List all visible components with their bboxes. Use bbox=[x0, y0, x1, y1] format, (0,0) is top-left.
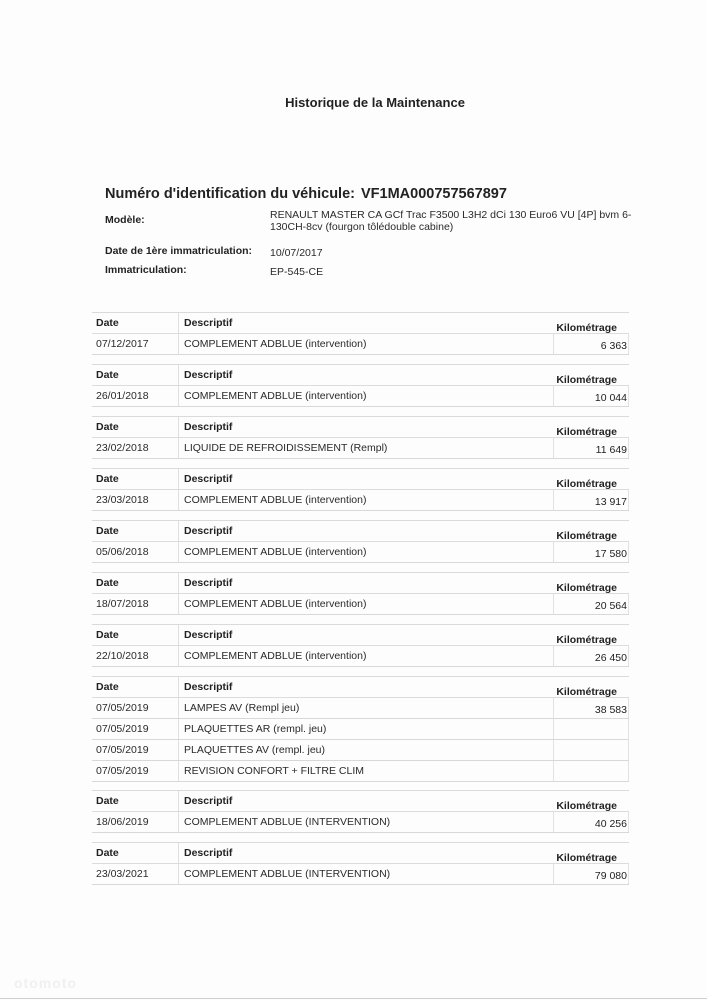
row-descriptif: LIQUIDE DE REFROIDISSEMENT (Rempl) bbox=[184, 442, 388, 454]
row-kilometrage: 20 564 bbox=[594, 600, 627, 612]
page-title: Historique de la Maintenance bbox=[285, 95, 465, 110]
header-date: Date bbox=[96, 629, 119, 641]
row-kilometrage: 26 450 bbox=[594, 652, 627, 664]
row-descriptif: COMPLEMENT ADBLUE (intervention) bbox=[184, 598, 367, 610]
header-date: Date bbox=[96, 681, 119, 693]
entry-header bbox=[92, 520, 629, 542]
entry-header bbox=[92, 790, 629, 812]
maintenance-entry bbox=[92, 842, 629, 885]
row-descriptif: COMPLEMENT ADBLUE (intervention) bbox=[184, 650, 367, 662]
column-separator bbox=[178, 740, 179, 760]
row-date: 07/05/2019 bbox=[96, 744, 149, 756]
row-descriptif: LAMPES AV (Rempl jeu) bbox=[184, 702, 300, 714]
header-descriptif: Descriptif bbox=[184, 473, 233, 485]
row-date: 18/07/2018 bbox=[96, 598, 149, 610]
column-separator bbox=[178, 812, 179, 832]
header-descriptif: Descriptif bbox=[184, 577, 233, 589]
row-date: 07/05/2019 bbox=[96, 702, 149, 714]
row-date: 22/10/2018 bbox=[96, 650, 149, 662]
row-descriptif: PLAQUETTES AR (rempl. jeu) bbox=[184, 723, 327, 735]
row-date: 23/02/2018 bbox=[96, 442, 149, 454]
row-kilometrage: 11 649 bbox=[595, 444, 627, 456]
watermark-logo: otomoto bbox=[14, 975, 77, 991]
table-row bbox=[92, 740, 629, 761]
header-kilometrage: Kilométrage bbox=[556, 322, 617, 334]
table-row bbox=[92, 761, 629, 782]
header-date: Date bbox=[96, 525, 119, 537]
header-kilometrage: Kilométrage bbox=[556, 478, 617, 490]
header-descriptif: Descriptif bbox=[184, 525, 233, 537]
column-separator bbox=[178, 719, 179, 739]
header-date: Date bbox=[96, 795, 119, 807]
row-descriptif: REVISION CONFORT + FILTRE CLIM bbox=[184, 765, 364, 777]
first-registration-label: Date de 1ère immatriculation: bbox=[105, 245, 253, 257]
maintenance-entry bbox=[92, 790, 629, 833]
header-date: Date bbox=[96, 317, 119, 329]
column-separator bbox=[178, 761, 179, 781]
header-descriptif: Descriptif bbox=[184, 847, 233, 859]
column-separator bbox=[178, 843, 179, 863]
column-separator bbox=[178, 386, 179, 406]
column-separator bbox=[178, 417, 179, 437]
column-separator bbox=[178, 791, 179, 811]
table-row bbox=[92, 594, 629, 615]
maintenance-entry bbox=[92, 468, 629, 511]
column-separator bbox=[178, 573, 179, 593]
model-label: Modèle: bbox=[105, 214, 145, 226]
entry-header bbox=[92, 468, 629, 490]
header-descriptif: Descriptif bbox=[184, 681, 233, 693]
row-date: 18/06/2019 bbox=[96, 816, 149, 828]
header-kilometrage: Kilométrage bbox=[556, 582, 617, 594]
table-row bbox=[92, 864, 629, 885]
column-separator bbox=[178, 521, 179, 541]
table-row bbox=[92, 542, 629, 563]
header-date: Date bbox=[96, 421, 119, 433]
row-descriptif: COMPLEMENT ADBLUE (intervention) bbox=[184, 338, 367, 350]
column-separator bbox=[178, 646, 179, 666]
row-kilometrage: 40 256 bbox=[594, 818, 627, 830]
header-date: Date bbox=[96, 473, 119, 485]
header-date: Date bbox=[96, 577, 119, 589]
row-descriptif: COMPLEMENT ADBLUE (intervention) bbox=[184, 494, 367, 506]
maintenance-entry bbox=[92, 676, 629, 782]
header-descriptif: Descriptif bbox=[184, 317, 233, 329]
table-row bbox=[92, 698, 629, 719]
first-registration-value: 10/07/2017 bbox=[270, 247, 323, 259]
row-date: 23/03/2018 bbox=[96, 494, 149, 506]
header-kilometrage: Kilométrage bbox=[556, 530, 617, 542]
column-separator bbox=[178, 469, 179, 489]
column-separator bbox=[178, 365, 179, 385]
maintenance-entry bbox=[92, 520, 629, 563]
row-kilometrage: 6 363 bbox=[600, 340, 627, 352]
row-date: 07/05/2019 bbox=[96, 765, 149, 777]
row-kilometrage: 13 917 bbox=[594, 496, 627, 508]
vin-heading bbox=[105, 186, 507, 202]
vin-value: VF1MA000757567897 bbox=[360, 186, 507, 202]
entry-header bbox=[92, 572, 629, 594]
header-descriptif: Descriptif bbox=[184, 421, 233, 433]
entry-header bbox=[92, 676, 629, 698]
row-kilometrage: 79 080 bbox=[594, 870, 627, 882]
column-separator bbox=[178, 625, 179, 645]
table-row bbox=[92, 438, 629, 459]
column-separator bbox=[178, 313, 179, 333]
vin-label: Numéro d'identification du véhicule: bbox=[105, 186, 355, 202]
column-separator bbox=[178, 334, 179, 354]
column-separator bbox=[178, 438, 179, 458]
model-value: RENAULT MASTER CA GCf Trac F3500 L3H2 dCi 130 Euro6 VU [4P] bvm 6-130CH-8cv (fourgon tôlédouble cabine) bbox=[270, 209, 632, 233]
row-kilometrage: 17 580 bbox=[594, 548, 627, 560]
table-row bbox=[92, 719, 629, 740]
entry-header bbox=[92, 624, 629, 646]
entry-header bbox=[92, 842, 629, 864]
maintenance-entry bbox=[92, 312, 629, 355]
column-separator bbox=[178, 490, 179, 510]
header-date: Date bbox=[96, 847, 119, 859]
header-descriptif: Descriptif bbox=[184, 795, 233, 807]
column-separator bbox=[178, 864, 179, 884]
maintenance-entry bbox=[92, 624, 629, 667]
registration-label: Immatriculation: bbox=[105, 264, 187, 276]
column-separator bbox=[178, 594, 179, 614]
column-separator bbox=[178, 542, 179, 562]
km-cell bbox=[553, 719, 629, 739]
entry-header bbox=[92, 312, 629, 334]
header-kilometrage: Kilométrage bbox=[556, 634, 617, 646]
maintenance-entry bbox=[92, 572, 629, 615]
entry-header bbox=[92, 364, 629, 386]
registration-value: EP-545-CE bbox=[270, 266, 324, 278]
row-date: 23/03/2021 bbox=[96, 868, 149, 880]
table-row bbox=[92, 334, 629, 355]
header-kilometrage: Kilométrage bbox=[556, 686, 617, 698]
header-kilometrage: Kilométrage bbox=[556, 426, 617, 438]
row-date: 05/06/2018 bbox=[96, 546, 149, 558]
header-descriptif: Descriptif bbox=[184, 629, 233, 641]
header-kilometrage: Kilométrage bbox=[556, 374, 617, 386]
row-descriptif: COMPLEMENT ADBLUE (intervention) bbox=[184, 390, 367, 402]
header-descriptif: Descriptif bbox=[184, 369, 233, 381]
row-descriptif: COMPLEMENT ADBLUE (intervention) bbox=[184, 546, 367, 558]
table-row bbox=[92, 646, 629, 667]
km-cell bbox=[553, 761, 629, 781]
row-date: 07/05/2019 bbox=[96, 723, 149, 735]
km-cell bbox=[553, 740, 629, 760]
entry-header bbox=[92, 416, 629, 438]
maintenance-entry bbox=[92, 364, 629, 407]
column-separator bbox=[178, 677, 179, 697]
row-date: 07/12/2017 bbox=[96, 338, 149, 350]
row-date: 26/01/2018 bbox=[96, 390, 149, 402]
header-date: Date bbox=[96, 369, 119, 381]
row-kilometrage: 38 583 bbox=[594, 704, 627, 716]
page-bottom-edge bbox=[0, 998, 707, 999]
row-descriptif: PLAQUETTES AV (rempl. jeu) bbox=[184, 744, 326, 756]
row-kilometrage: 10 044 bbox=[594, 392, 627, 404]
table-row bbox=[92, 386, 629, 407]
header-kilometrage: Kilométrage bbox=[556, 800, 617, 812]
header-kilometrage: Kilométrage bbox=[556, 852, 617, 864]
table-row bbox=[92, 812, 629, 833]
table-row bbox=[92, 490, 629, 511]
row-descriptif: COMPLEMENT ADBLUE (INTERVENTION) bbox=[184, 816, 391, 828]
maintenance-entry bbox=[92, 416, 629, 459]
row-descriptif: COMPLEMENT ADBLUE (INTERVENTION) bbox=[184, 868, 391, 880]
column-separator bbox=[178, 698, 179, 718]
